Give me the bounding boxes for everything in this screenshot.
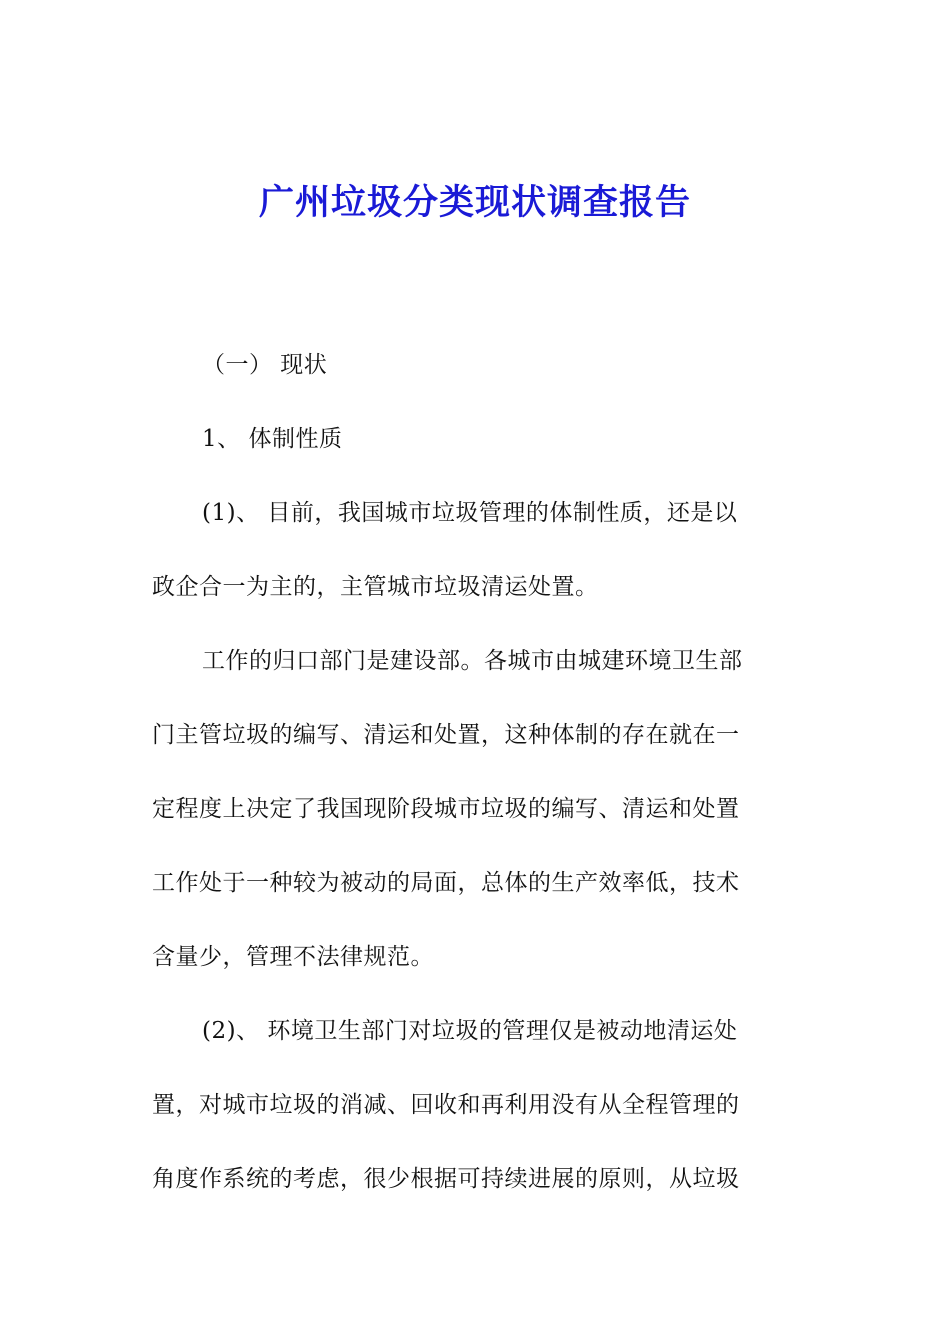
paragraph-line: (2)、 环境卫生部门对垃圾的管理仅是被动地清运处 (202, 1018, 738, 1044)
paragraph-line: 置，对城市垃圾的消减、回收和再利用没有从全程管理的 (152, 1092, 740, 1118)
paragraph-line: 定程度上决定了我国现阶段城市垃圾的编写、清运和处置 (152, 796, 740, 822)
paragraph-line: 工作处于一种较为被动的局面，总体的生产效率低，技术 (152, 870, 740, 896)
section-heading: （一） 现状 (202, 352, 328, 378)
paragraph-line: 角度作系统的考虑，很少根据可持续进展的原则，从垃圾 (152, 1166, 740, 1192)
subsection-heading: 1、 体制性质 (202, 426, 343, 452)
paragraph-line: 工作的归口部门是建设部。各城市由城建环境卫生部 (202, 648, 743, 674)
paragraph-line: (1)、 目前，我国城市垃圾管理的体制性质，还是以 (202, 500, 738, 526)
paragraph-line: 含量少，管理不法律规范。 (152, 944, 434, 970)
paragraph-line: 门主管垃圾的编写、清运和处置，这种体制的存在就在一 (152, 722, 740, 748)
document-body (152, 328, 792, 1216)
paragraph-line: 政企合一为主的，主管城市垃圾清运处置。 (152, 574, 599, 600)
document-title: 广州垃圾分类现状调查报告 (258, 182, 691, 223)
